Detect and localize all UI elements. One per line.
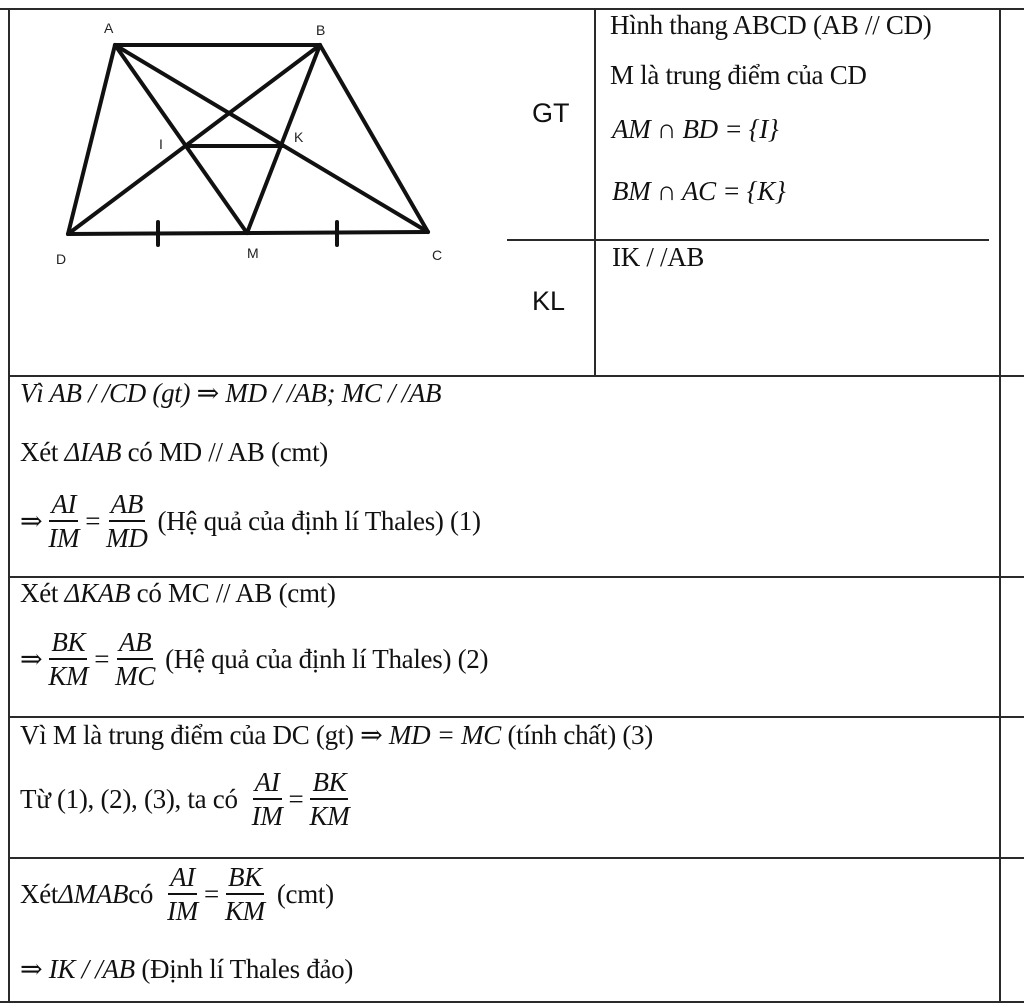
math-equality: MD = MC [388,720,502,750]
gt-label: GT [532,98,570,128]
text-pre: Xét [20,437,65,467]
given-line-2: M là trung điểm của CD [610,60,867,90]
denominator: IM [167,896,198,927]
numerator: AB [109,490,145,522]
denominator: MC [115,661,156,692]
given-line-1: Hình thang ABCD (AB // CD) [610,10,932,40]
implies-symbol: ⇒ [20,505,43,536]
text-pre: Xét [20,878,59,909]
proof-step3-line1 [20,722,653,749]
conclusion-line-1: IK / /AB [612,242,705,272]
segment-bc [320,45,428,232]
reason-text: (Định lí Thales đảo) [134,954,354,984]
row-divider-1 [8,375,1024,377]
row-divider-3 [8,716,1024,718]
fraction-ab-md [104,490,149,553]
denominator: KM [224,896,265,927]
proof-step3-ratio [20,768,355,831]
point-label-m: M [247,245,259,261]
text-mid: có [128,878,154,909]
proof-step1-ratio [20,490,481,553]
table-border-right [999,8,1001,1003]
denominator: MD [106,523,148,554]
numerator: BK [226,863,264,895]
reason-text: (cmt) [276,878,334,909]
math-triangle: ΔIAB [64,437,122,467]
point-label-b: B [316,22,326,38]
reason-text: (Hệ quả của định lí Thales) (1) [157,505,481,536]
equals-symbol: = [204,878,219,909]
denominator: IM [251,801,283,832]
fraction-ai-im [165,863,200,926]
row-divider-4 [8,857,1024,859]
implies-symbol: ⇒ [20,954,49,984]
text-pre: Từ (1), (2), (3), ta có [20,783,238,814]
segment-am [115,45,247,233]
proof-step4-line2 [20,956,353,983]
gt-kl-separator [507,239,989,241]
equals-symbol: = [288,783,304,814]
proof-step1-line1: Vì AB / /CD (gt) ⇒ MD / /AB; MC / /AB [20,378,442,408]
given-line-3: AM ∩ BD = {I} [612,114,779,144]
text-post: có MD // AB (cmt) [121,437,329,467]
numerator: BK [49,628,87,660]
numerator: BK [310,768,348,800]
numerator: AI [168,863,197,895]
equals-symbol: = [94,643,110,674]
equals-symbol: = [85,505,101,536]
math-triangle: ΔKAB [64,578,131,608]
point-label-k: K [294,129,304,145]
text-pre: Xét [20,578,65,608]
implies-symbol: ⇒ [20,643,43,674]
fraction-bk-km [307,768,351,831]
point-label-c: C [432,247,443,263]
text-pre: Vì M là trung điểm của DC (gt) ⇒ [20,720,389,750]
denominator: IM [48,523,80,554]
fraction-bk-km [223,863,267,926]
numerator: AI [253,768,282,800]
point-label-i: I [159,136,163,152]
denominator: KM [48,661,89,692]
math-conclusion: IK / /AB [48,954,135,984]
kl-label: KL [532,286,566,316]
text-post: (tính chất) (3) [501,720,653,750]
proof-step2-line1 [20,580,336,607]
proof-step4-line1 [20,863,334,926]
given-line-4: BM ∩ AC = {K} [612,176,786,206]
fraction-ab-mc [113,628,157,691]
denominator: KM [309,801,350,832]
proof-step1-line2 [20,439,328,466]
point-label-d: D [56,251,67,267]
fraction-ai-im [46,490,81,553]
text-post: có MC // AB (cmt) [130,578,336,608]
fraction-bk-km [46,628,90,691]
table-border-bottom [0,1001,1024,1003]
numerator: AB [117,628,153,660]
proof-step2-ratio [20,628,488,691]
fraction-ai-im [250,768,285,831]
math-triangle: ΔMAB [58,878,129,909]
point-label-a: A [104,20,114,36]
numerator: AI [49,490,78,522]
reason-text: (Hệ quả của định lí Thales) (2) [165,643,489,674]
gt-kl-divider [594,8,596,376]
